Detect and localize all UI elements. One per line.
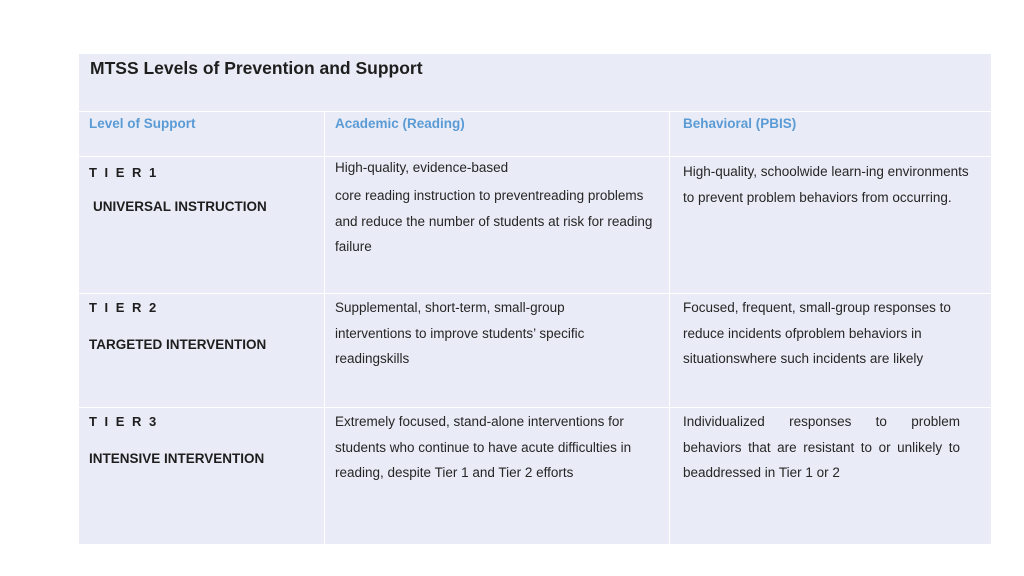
column-divider <box>669 111 670 544</box>
row-divider <box>79 293 991 294</box>
tier-3-label: T I E R 3 <box>89 414 159 429</box>
table-title: MTSS Levels of Prevention and Support <box>90 58 423 78</box>
tier-2-name: TARGETED INTERVENTION <box>89 337 267 352</box>
title-row <box>79 54 991 112</box>
tier-3-name: INTENSIVE INTERVENTION <box>89 451 265 466</box>
tier-2-label: T I E R 2 <box>89 300 159 315</box>
tier-1-name: UNIVERSAL INSTRUCTION <box>93 199 267 214</box>
tier-1-behavioral: High-quality, schoolwide learn-ing environments to prevent problem behaviors from occurring. <box>683 164 969 205</box>
tier-3-academic: Extremely focused, stand-alone interventions for students who continue to have acute difficulties in reading, despite Tier 1 and Tier 2 efforts <box>335 414 632 480</box>
tier-3-behavioral: Individualized responses to problem behaviors that are resistant to or unlikely to beaddressed in Tier 1 or 2 <box>683 414 960 480</box>
tier-1-label: T I E R 1 <box>89 165 159 180</box>
tier-2-academic: Supplemental, short-term, small-group interventions to improve students’ specific readingskills <box>335 300 585 366</box>
header-level: Level of Support <box>89 116 196 131</box>
row-divider <box>79 407 991 408</box>
mtss-table <box>79 54 991 544</box>
tier-1-academic: core reading instruction to preventreading problems and reduce the number of students at risk for reading failure <box>335 188 653 254</box>
column-divider <box>324 111 325 544</box>
tier-1-academic-first: High-quality, evidence-based <box>335 160 509 175</box>
header-academic: Academic (Reading) <box>335 116 465 131</box>
tier-2-behavioral: Focused, frequent, small-group responses to reduce incidents ofproblem behaviors in situationswhere such incidents are likely <box>683 300 951 366</box>
header-behavioral: Behavioral (PBIS) <box>683 116 797 131</box>
